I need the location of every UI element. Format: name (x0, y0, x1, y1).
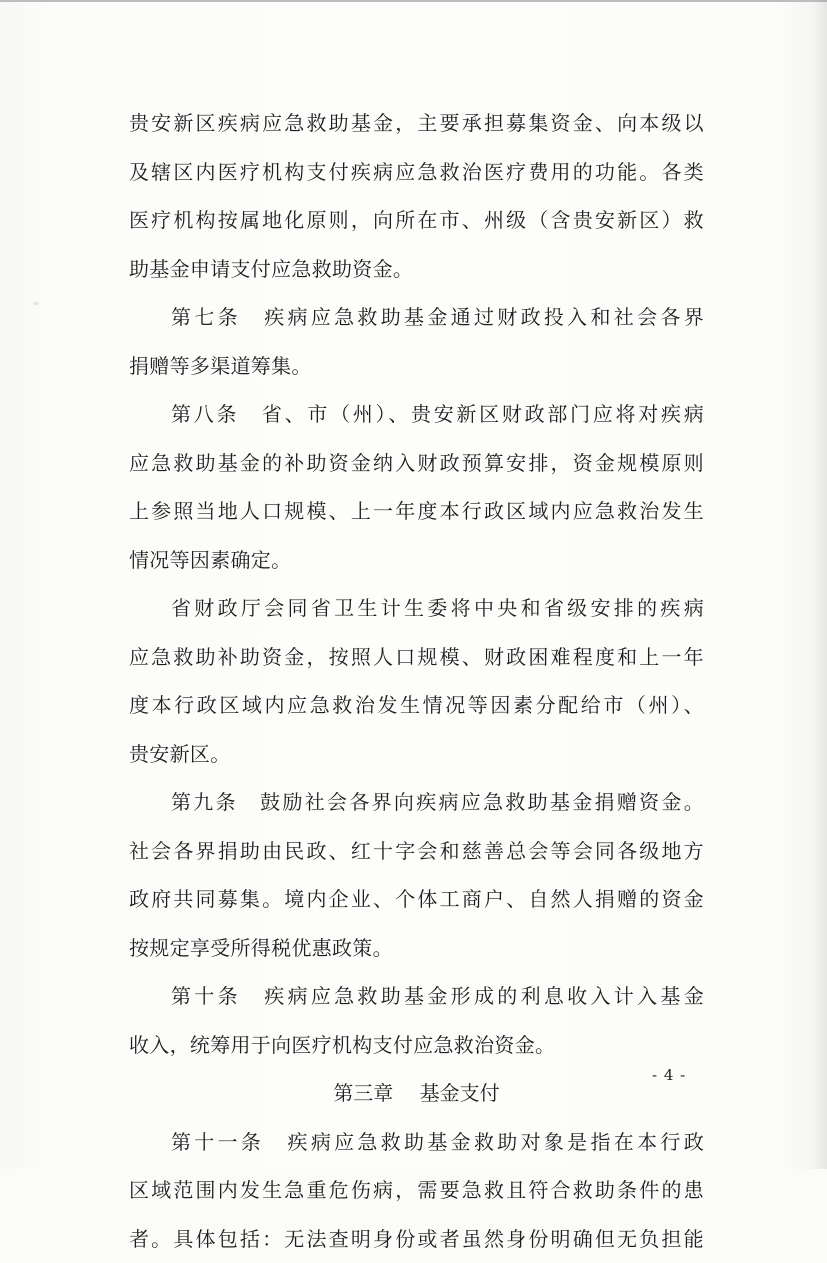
text-line: 政府共同募集。境内企业、个体工商户、自然人捐赠的资金 (129, 875, 704, 924)
chapter-title: 基金支付 (420, 1081, 500, 1105)
text-line: 者。具体包括：无法查明身份或者虽然身份明确但无负担能 (129, 1215, 704, 1263)
text-line: 第七条 疾病应急救助基金通过财政投入和社会各界 (129, 293, 704, 342)
text-line: 度本行政区域内应急救治发生情况等因素分配给市（州）、 (129, 681, 704, 730)
text-line: 应急救助基金的补助资金纳入财政预算安排，资金规模原则 (129, 439, 704, 488)
text-line: 社会各界捐助由民政、红十字会和慈善总会等会同各级地方 (129, 827, 704, 876)
text-line: 贵安新区疾病应急救助基金，主要承担募集资金、向本级以 (129, 99, 704, 148)
top-border (0, 0, 827, 2)
text-line: 助基金申请支付应急救助资金。 (129, 245, 704, 294)
text-line: 第十一条 疾病应急救助基金救助对象是指在本行政 (129, 1118, 704, 1167)
chapter-heading (129, 1069, 704, 1118)
text-line: 第十条 疾病应急救助基金形成的利息收入计入基金 (129, 972, 704, 1021)
text-line: 情况等因素确定。 (129, 536, 704, 585)
paragraphs-after-chapter (129, 1118, 704, 1263)
text-line: 上参照当地人口规模、上一年度本行政区域内应急救治发生 (129, 487, 704, 536)
text-line: 应急救助补助资金，按照人口规模、财政困难程度和上一年 (129, 633, 704, 682)
page-edge-shadow (813, 0, 827, 1169)
text-line: 医疗机构按属地化原则，向所在市、州级（含贵安新区）救 (129, 196, 704, 245)
text-line: 贵安新区。 (129, 730, 704, 779)
text-line: 捐赠等多渠道筹集。 (129, 342, 704, 391)
text-line: 收入，统筹用于向医疗机构支付应急救治资金。 (129, 1021, 704, 1070)
text-line: 区域范围内发生急重危伤病，需要急救且符合救助条件的患 (129, 1166, 704, 1215)
scan-dust-spot (33, 302, 39, 305)
text-line: 第八条 省、市（州）、贵安新区财政部门应将对疾病 (129, 390, 704, 439)
page-number: - 4 - (652, 1066, 686, 1084)
chapter-number: 第三章 (333, 1081, 393, 1105)
text-line: 第九条 鼓励社会各界向疾病应急救助基金捐赠资金。 (129, 778, 704, 827)
text-line: 省财政厅会同省卫生计生委将中央和省级安排的疾病 (129, 584, 704, 633)
text-line: 及辖区内医疗机构支付疾病应急救治医疗费用的功能。各类 (129, 148, 704, 197)
text-line: 按规定享受所得税优惠政策。 (129, 924, 704, 973)
paragraphs-before-chapter (129, 99, 704, 1069)
document-body (129, 99, 704, 1263)
